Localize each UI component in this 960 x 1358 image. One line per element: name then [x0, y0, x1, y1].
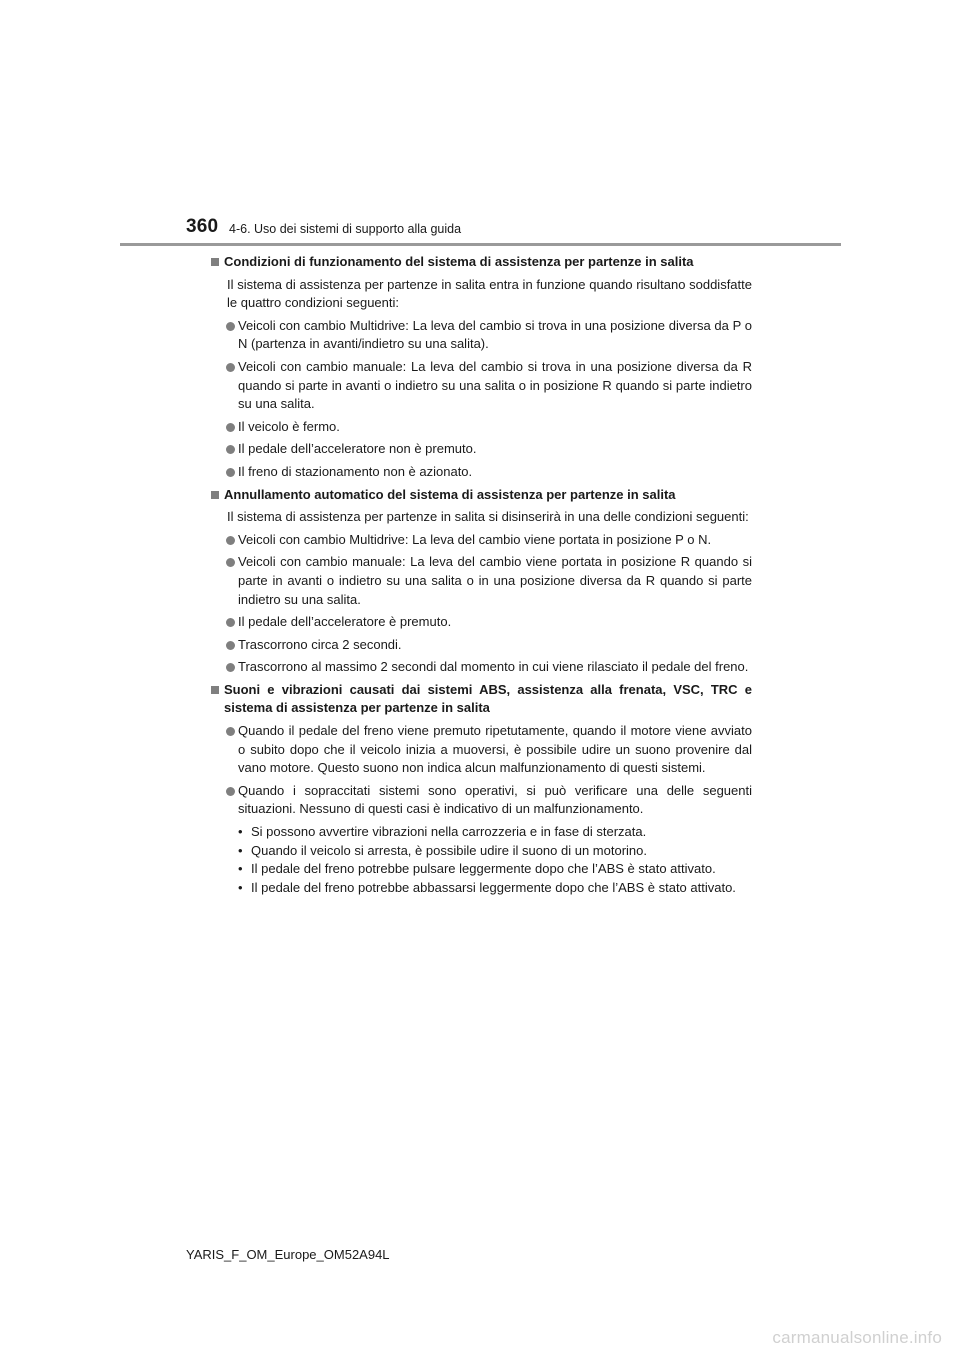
- dot-marker-icon: •: [238, 824, 243, 840]
- circle-bullet-icon: [226, 663, 235, 672]
- dot-marker-icon: •: [238, 842, 243, 858]
- circle-bullet-icon: [226, 641, 235, 650]
- header-divider: [120, 243, 841, 246]
- watermark: carmanualsonline.info: [772, 1328, 942, 1347]
- list-item: [210, 463, 752, 482]
- list-item-text: Il pedale dell’acceleratore è premuto.: [238, 614, 452, 630]
- page-number: 360: [186, 216, 219, 237]
- circle-bullet-icon: [226, 363, 235, 372]
- sub-list-item: [238, 823, 752, 842]
- dot-marker-icon: •: [238, 861, 243, 877]
- list-item-text: Veicoli con cambio Multidrive: La leva del cambio viene portata in posizione P o N.: [238, 531, 712, 547]
- list-item-text: Il freno di stazionamento non è azionato.: [238, 463, 473, 479]
- list-item-text: Il pedale dell’acceleratore non è premuto.: [238, 441, 477, 457]
- list-item: [210, 531, 752, 550]
- list-item-text: Trascorrono circa 2 secondi.: [238, 636, 402, 652]
- section-intro: Il sistema di assistenza per partenze in salita si disinserirà in una delle condizioni seguenti:: [227, 509, 749, 525]
- circle-bullet-icon: [226, 618, 235, 627]
- sub-list-item-text: Il pedale del freno potrebbe pulsare leggermente dopo che l’ABS è stato attivato.: [251, 861, 716, 877]
- page-content: [210, 253, 752, 897]
- section-heading-text: Condizioni di funzionamento del sistema di assistenza per partenze in salita: [224, 254, 694, 269]
- list-item-text: Quando i sopraccitati sistemi sono operativi, si può verificare una delle seguenti situazioni. Nessuno di questi casi è indicativo di un malfunzionamento.: [238, 782, 752, 817]
- sub-list-item-text: Si possono avvertire vibrazioni nella carrozzeria e in fase di sterzata.: [251, 824, 647, 840]
- section-heading-text: Suoni e vibrazioni causati dai sistemi ABS, assistenza alla frenata, VSC, TRC e sistema di assistenza per partenze in salita: [224, 681, 752, 716]
- sub-list-item: [238, 842, 752, 861]
- square-bullet-icon: [211, 491, 219, 499]
- circle-bullet-icon: [226, 322, 235, 331]
- section-heading-text: Annullamento automatico del sistema di assistenza per partenze in salita: [224, 486, 676, 502]
- circle-bullet-icon: [226, 445, 235, 454]
- list-item: [210, 418, 752, 437]
- section-intro: Il sistema di assistenza per partenze in salita entra in funzione quando risultano soddisfatte le quattro condizioni seguenti:: [227, 276, 752, 311]
- circle-bullet-icon: [226, 536, 235, 545]
- list-item-text: Quando il pedale del freno viene premuto ripetutamente, quando il motore viene avviato o subito dopo che il veicolo inizia a muoversi, è possibile udire un suono provenire dal vano motore. Questo suono non indica alcun malfunzionamento di questi sistemi.: [238, 723, 752, 776]
- list-item: [210, 722, 752, 778]
- square-bullet-icon: [211, 686, 219, 694]
- section-heading: [210, 486, 752, 505]
- list-item: [210, 317, 752, 354]
- square-bullet-icon: [211, 258, 219, 266]
- sub-list-item-text: Quando il veicolo si arresta, è possibile udire il suono di un motorino.: [251, 842, 647, 858]
- list-item-text: Veicoli con cambio manuale: La leva del cambio viene portata in posizione R quando si parte in avanti o indietro su una salita o in una posizione diversa da R quando si parte indietro su una salita.: [238, 554, 752, 607]
- sub-list-item-text: Il pedale del freno potrebbe abbassarsi leggermente dopo che l’ABS è stato attivato.: [251, 879, 736, 895]
- list-item: [210, 636, 752, 655]
- list-item: [210, 358, 752, 414]
- sub-list: [238, 823, 752, 897]
- list-item-text: Trascorrono al massimo 2 secondi dal momento in cui viene rilasciato il pedale del freno.: [238, 659, 749, 675]
- dot-marker-icon: •: [238, 879, 243, 895]
- list-item: [210, 440, 752, 459]
- list-item: [210, 658, 752, 677]
- circle-bullet-icon: [226, 423, 235, 432]
- section-heading: [210, 253, 752, 272]
- section-title: 4-6. Uso dei sistemi di supporto alla guida: [229, 222, 462, 236]
- list-item: [210, 782, 752, 819]
- list-item-text: Il veicolo è fermo.: [238, 418, 340, 434]
- list-item: [210, 553, 752, 609]
- circle-bullet-icon: [226, 787, 235, 796]
- list-item-text: Veicoli con cambio Multidrive: La leva del cambio si trova in una posizione diversa da P o N (partenza in avanti/indietro su una salita).: [238, 317, 752, 352]
- section-heading: [210, 681, 752, 718]
- circle-bullet-icon: [226, 468, 235, 477]
- circle-bullet-icon: [226, 558, 235, 567]
- sub-list-item: [238, 879, 752, 898]
- list-item-text: Veicoli con cambio manuale: La leva del cambio si trova in una posizione diversa da R quando si parte in avanti o indietro su una salita o in posizione R quando si parte indietro su una salita.: [238, 358, 752, 412]
- circle-bullet-icon: [226, 727, 235, 736]
- sub-list-item: [238, 860, 752, 879]
- footer-document-code: YARIS_F_OM_Europe_OM52A94L: [186, 1247, 390, 1262]
- list-item: [210, 613, 752, 632]
